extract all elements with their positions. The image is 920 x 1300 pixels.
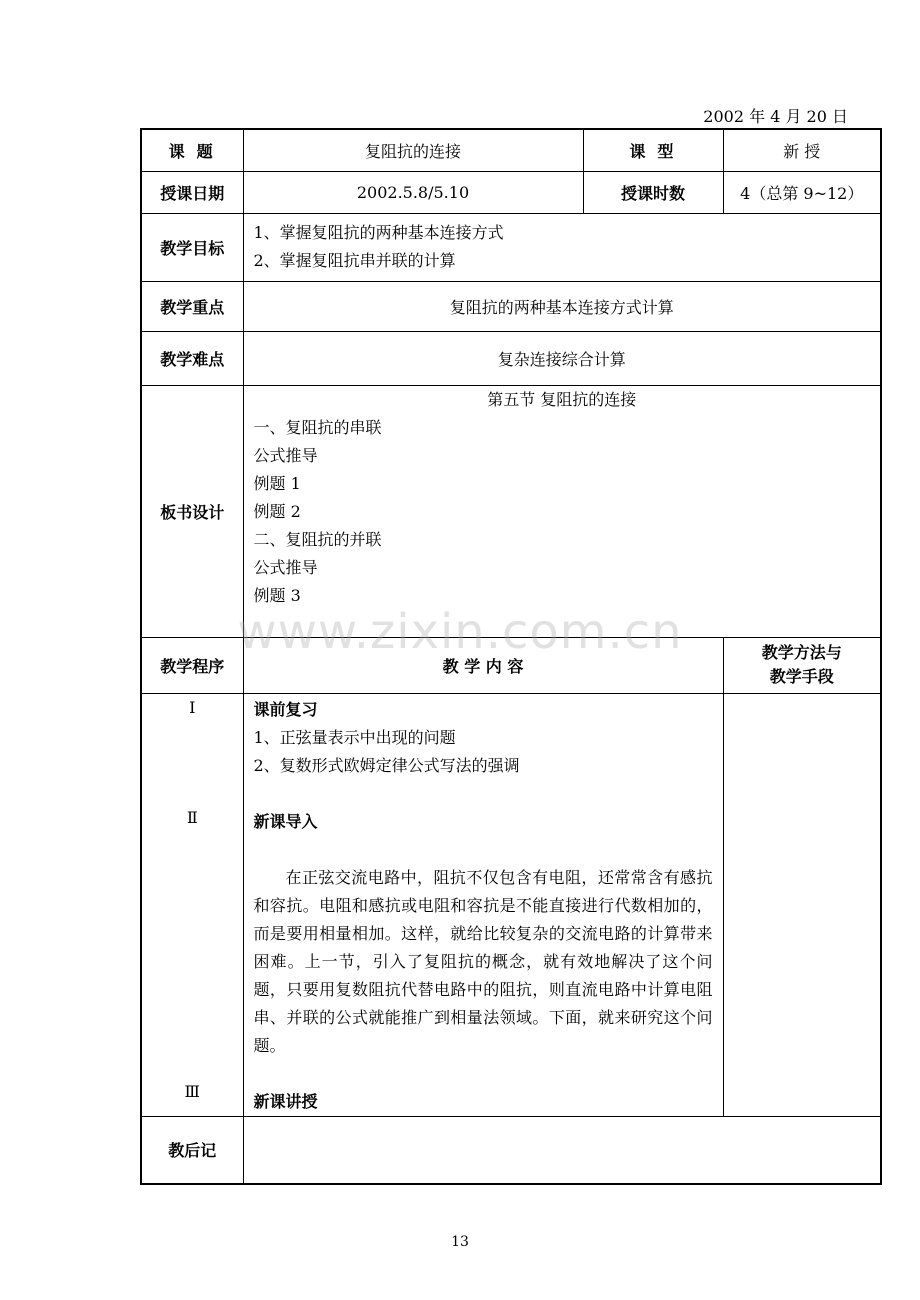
board-line: 例题 3 bbox=[253, 585, 301, 605]
board-label: 板书设计 bbox=[141, 385, 243, 637]
goals-label: 教学目标 bbox=[141, 213, 243, 281]
page-number: 13 bbox=[451, 1234, 469, 1250]
goal-item: 1、掌握复阻抗的两种基本连接方式 bbox=[253, 223, 504, 242]
row-procedure-body bbox=[141, 693, 881, 1116]
topic-value: 复阻抗的连接 bbox=[243, 129, 583, 171]
focus-value: 复阻抗的两种基本连接方式计算 bbox=[243, 281, 881, 331]
procedure-label: 教学程序 bbox=[141, 637, 243, 693]
hours-value: 4（总第 9~12） bbox=[723, 171, 881, 213]
row-goals bbox=[141, 213, 881, 281]
board-line: 公式推导 bbox=[253, 557, 318, 577]
intro-title: 新课导入 bbox=[253, 811, 318, 831]
board-line: 例题 2 bbox=[253, 501, 301, 521]
review-item: 2、复数形式欧姆定律公式写法的强调 bbox=[253, 755, 520, 775]
step-marker: Ⅱ bbox=[186, 807, 198, 827]
row-date bbox=[141, 171, 881, 213]
hours-label: 授课时数 bbox=[583, 171, 723, 213]
review-title: 课前复习 bbox=[253, 699, 318, 719]
afterword-cell bbox=[243, 1116, 881, 1184]
type-label: 课 型 bbox=[583, 129, 723, 171]
lecture-title: 新课讲授 bbox=[253, 1091, 318, 1111]
board-line: 二、复阻抗的并联 bbox=[253, 529, 382, 549]
step-marker: Ⅰ bbox=[189, 697, 196, 717]
lesson-plan-table bbox=[140, 128, 882, 1185]
intro-paragraph: 在正弦交流电路中，阻抗不仅包含有电阻，还常常含有感抗和容抗。电阻和感抗或电阻和容抗是不能直接进行代数相加的，而是要用相量相加。这样，就给比较复杂的交流电路的计算带来困难。上一节，引入了复阻抗的概念，就有效地解决了这个问题，只要用复数阻抗代替电路中的阻抗，则直流电路中计算电阻串、并联的公式就能推广到相量法领域。下面，就来研究这个问题。 bbox=[253, 867, 713, 1055]
document-date: 2002 年 4 月 20 日 bbox=[703, 107, 848, 126]
topic-label: 课 题 bbox=[141, 129, 243, 171]
focus-label: 教学重点 bbox=[141, 281, 243, 331]
step-marker: Ⅲ bbox=[184, 1081, 200, 1101]
method-label-line: 教学手段 bbox=[769, 667, 834, 686]
afterword-label: 教后记 bbox=[141, 1116, 243, 1184]
board-line: 公式推导 bbox=[253, 445, 318, 465]
row-topic bbox=[141, 129, 881, 171]
date-value: 2002.5.8/5.10 bbox=[243, 171, 583, 213]
content-cell bbox=[243, 693, 723, 1116]
row-board bbox=[141, 385, 881, 637]
review-item: 1、正弦量表示中出现的问题 bbox=[253, 727, 456, 747]
goal-item: 2、掌握复阻抗串并联的计算 bbox=[253, 251, 456, 270]
row-focus bbox=[141, 281, 881, 331]
watermark: www.zixin.com.cn bbox=[237, 604, 683, 660]
method-label-line: 教学方法与 bbox=[761, 643, 842, 662]
difficulty-value: 复杂连接综合计算 bbox=[243, 331, 881, 385]
type-value: 新 授 bbox=[723, 129, 881, 171]
date-label: 授课日期 bbox=[141, 171, 243, 213]
row-difficulty bbox=[141, 331, 881, 385]
board-cell bbox=[243, 385, 881, 637]
row-procedure-header bbox=[141, 637, 881, 693]
board-line: 例题 1 bbox=[253, 473, 301, 493]
method-cell bbox=[723, 693, 881, 1116]
row-afterword bbox=[141, 1116, 881, 1184]
difficulty-label: 教学难点 bbox=[141, 331, 243, 385]
method-label bbox=[723, 637, 881, 693]
board-title: 第五节 复阻抗的连接 bbox=[487, 389, 637, 409]
goals-cell bbox=[243, 213, 881, 281]
board-line: 一、复阻抗的串联 bbox=[253, 417, 382, 437]
content-label: 教 学 内 容 bbox=[243, 637, 723, 693]
step-column bbox=[141, 693, 243, 1116]
